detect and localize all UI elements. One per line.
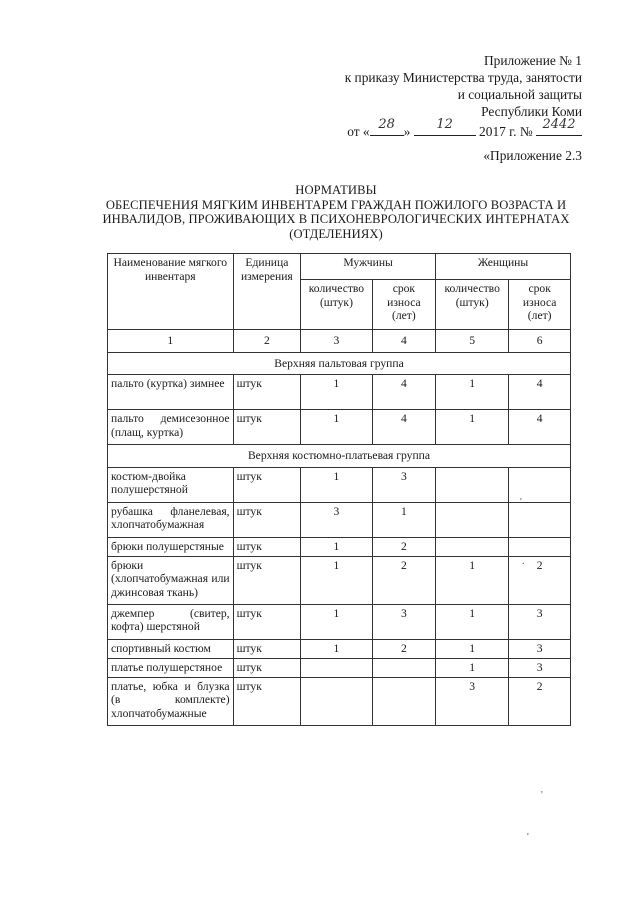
women-wear: 3 bbox=[509, 639, 571, 658]
col-header-name: Наименование мягкого инвентаря bbox=[108, 254, 234, 330]
table-row bbox=[108, 502, 571, 537]
col-header-women-qty: количество (штук) bbox=[436, 280, 509, 330]
annex-label: «Приложение 2.3 bbox=[483, 148, 582, 163]
section-title: Верхняя костюмно-платьевая группа bbox=[108, 445, 571, 468]
table-row bbox=[108, 658, 571, 677]
order-month-field: 12 bbox=[414, 120, 476, 136]
order-date-line: от « 28 » 12 2017 г. № 2442 bbox=[345, 120, 582, 140]
item-unit: штук bbox=[233, 677, 301, 725]
item-name: пальто (куртка) зимнее bbox=[108, 375, 234, 410]
men-qty: 1 bbox=[301, 375, 373, 410]
col-header-women: Женщины bbox=[436, 254, 571, 280]
table-row bbox=[108, 639, 571, 658]
item-unit: штук bbox=[233, 410, 301, 445]
norms-table bbox=[107, 253, 571, 726]
section-row bbox=[108, 445, 571, 468]
men-wear: 1 bbox=[372, 502, 435, 537]
women-wear: 3 bbox=[509, 658, 571, 677]
col-header-unit: Единица измерения bbox=[233, 254, 301, 330]
ministry-name: и социальной защиты bbox=[457, 87, 582, 102]
women-wear bbox=[509, 537, 571, 556]
men-wear: 4 bbox=[372, 375, 435, 410]
women-qty: 1 bbox=[436, 604, 509, 639]
women-wear: 4 bbox=[509, 410, 571, 445]
col-header-men-qty: количество (штук) bbox=[301, 280, 373, 330]
men-wear: 4 bbox=[372, 410, 435, 445]
women-wear bbox=[509, 467, 571, 502]
col-header-men-wear: срок износа (лет) bbox=[372, 280, 435, 330]
men-qty: 1 bbox=[301, 537, 373, 556]
item-name: костюм-двойка полушерстяной bbox=[108, 467, 234, 502]
item-name: рубашка фланелевая, хлопчатобумажная bbox=[108, 502, 234, 537]
section-row bbox=[108, 352, 571, 375]
women-wear: 3 bbox=[509, 604, 571, 639]
table-row bbox=[108, 410, 571, 445]
table-row bbox=[108, 556, 571, 604]
women-wear: 2 bbox=[509, 556, 571, 604]
item-unit: штук bbox=[233, 556, 301, 604]
column-index: 5 bbox=[436, 330, 509, 353]
item-name: джемпер (свитер, кофта) шерстяной bbox=[108, 604, 234, 639]
women-qty: 3 bbox=[436, 677, 509, 725]
column-index: 1 bbox=[108, 330, 234, 353]
table-row bbox=[108, 604, 571, 639]
item-name: платье полушерстяное bbox=[108, 658, 234, 677]
item-unit: штук bbox=[233, 604, 301, 639]
men-qty bbox=[301, 677, 373, 725]
men-qty: 1 bbox=[301, 410, 373, 445]
men-wear: 3 bbox=[372, 604, 435, 639]
women-wear bbox=[509, 502, 571, 537]
men-wear: 2 bbox=[372, 537, 435, 556]
order-number-field: 2442 bbox=[536, 120, 582, 136]
men-qty: 1 bbox=[301, 604, 373, 639]
men-qty: 1 bbox=[301, 467, 373, 502]
column-index: 3 bbox=[301, 330, 373, 353]
annex-number: Приложение № 1 bbox=[483, 53, 582, 68]
women-qty: 1 bbox=[436, 658, 509, 677]
document-title: НОРМАТИВЫ ОБЕСПЕЧЕНИЯ МЯГКИМ ИНВЕНТАРЕМ ГРАЖДАН ПОЖИЛОГО ВОЗРАСТА И ИНВАЛИДОВ, ПРОЖИВАЮЩИХ В ПСИХОНЕВРОЛОГИЧЕСКИХ ИНТЕРНАТАХ (ОТДЕЛЕНИЯХ) bbox=[102, 183, 570, 241]
women-qty bbox=[436, 467, 509, 502]
men-qty: 1 bbox=[301, 639, 373, 658]
column-index: 6 bbox=[509, 330, 571, 353]
item-unit: штук bbox=[233, 639, 301, 658]
item-name: платье, юбка и блузка (в комплекте) хлопчатобумажные bbox=[108, 677, 234, 725]
item-unit: штук bbox=[233, 467, 301, 502]
men-qty bbox=[301, 658, 373, 677]
document-header bbox=[345, 52, 582, 140]
table-row bbox=[108, 467, 571, 502]
column-index-row bbox=[108, 330, 571, 353]
republic-name: Республики Коми bbox=[481, 104, 582, 119]
item-unit: штук bbox=[233, 375, 301, 410]
order-day-field: 28 bbox=[370, 120, 404, 136]
women-wear: 4 bbox=[509, 375, 571, 410]
scan-speck: ' bbox=[527, 832, 529, 843]
item-unit: штук bbox=[233, 658, 301, 677]
col-header-women-wear: срок износа (лет) bbox=[509, 280, 571, 330]
men-wear: 2 bbox=[372, 556, 435, 604]
scan-speck: ' bbox=[520, 497, 522, 508]
item-name: пальто демисезонное (плащ, куртка) bbox=[108, 410, 234, 445]
col-header-men: Мужчины bbox=[301, 254, 436, 280]
order-reference: к приказу Министерства труда, занятости bbox=[344, 70, 582, 85]
women-qty bbox=[436, 502, 509, 537]
table-row bbox=[108, 677, 571, 725]
men-qty: 3 bbox=[301, 502, 373, 537]
item-name: брюки (хлопчатобумажная или джинсовая ткань) bbox=[108, 556, 234, 604]
women-qty: 1 bbox=[436, 639, 509, 658]
men-qty: 1 bbox=[301, 556, 373, 604]
men-wear bbox=[372, 658, 435, 677]
women-qty bbox=[436, 537, 509, 556]
women-wear: 2 bbox=[509, 677, 571, 725]
column-index: 4 bbox=[372, 330, 435, 353]
women-qty: 1 bbox=[436, 410, 509, 445]
scan-speck: . bbox=[522, 556, 525, 567]
men-wear: 3 bbox=[372, 467, 435, 502]
column-index: 2 bbox=[233, 330, 301, 353]
scan-speck: ' bbox=[541, 790, 543, 801]
men-wear bbox=[372, 677, 435, 725]
table-row bbox=[108, 375, 571, 410]
men-wear: 2 bbox=[372, 639, 435, 658]
item-unit: штук bbox=[233, 537, 301, 556]
women-qty: 1 bbox=[436, 556, 509, 604]
item-unit: штук bbox=[233, 502, 301, 537]
section-title: Верхняя пальтовая группа bbox=[108, 352, 571, 375]
item-name: брюки полушерстяные bbox=[108, 537, 234, 556]
item-name: спортивный костюм bbox=[108, 639, 234, 658]
women-qty: 1 bbox=[436, 375, 509, 410]
table-row bbox=[108, 537, 571, 556]
